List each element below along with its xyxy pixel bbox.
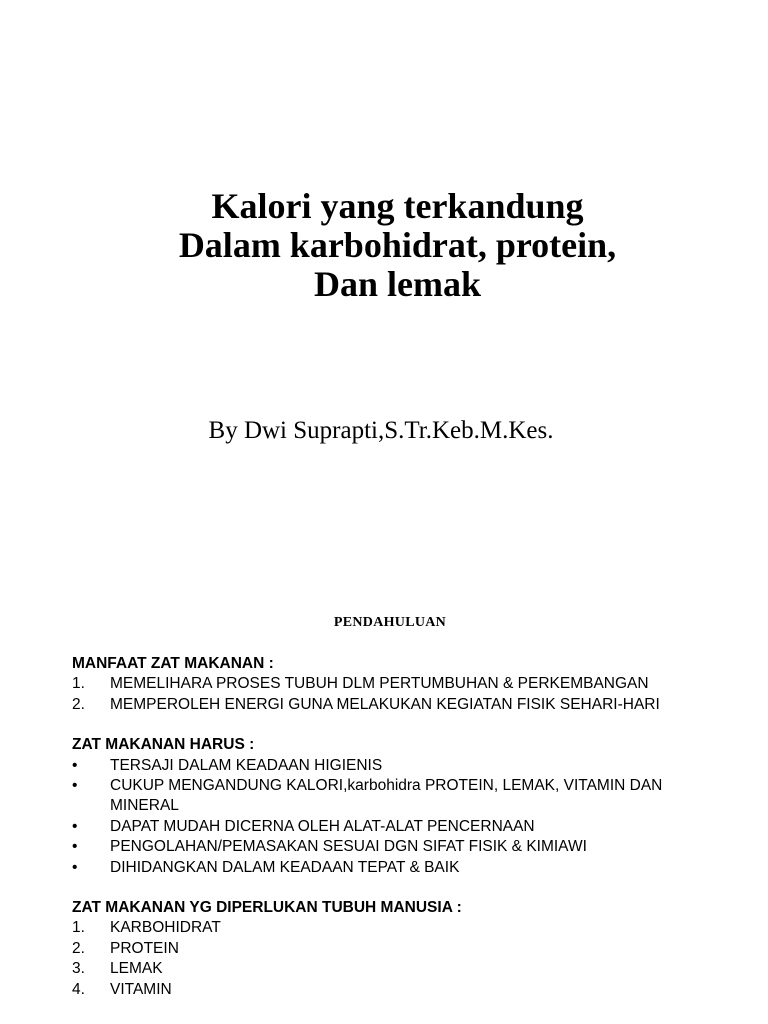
- group-manfaat: [72, 654, 712, 715]
- list-marker: 2.: [72, 939, 85, 957]
- list-item: [72, 959, 712, 979]
- document-body: [72, 654, 712, 1000]
- list-item: [72, 939, 712, 959]
- bullet-marker: •: [72, 777, 78, 795]
- list-item: [72, 837, 712, 857]
- bullet-marker: •: [72, 838, 78, 856]
- list-item: [72, 776, 712, 817]
- title-line-2: Dalam karbohidrat, protein,: [178, 225, 617, 265]
- list-item: [72, 674, 712, 694]
- group-heading: ZAT MAKANAN HARUS :: [72, 736, 255, 754]
- list-marker: 3.: [72, 960, 85, 978]
- numbered-list: [72, 918, 712, 1000]
- list-item-text: DIHIDANGKAN DALAM KEADAAN TEPAT & BAIK: [110, 858, 460, 876]
- numbered-list: [72, 674, 712, 715]
- bullet-marker: •: [72, 756, 78, 774]
- section-heading: PENDAHULUAN: [333, 615, 447, 630]
- list-item: [72, 817, 712, 837]
- list-marker: 1.: [72, 919, 85, 937]
- list-marker: 2.: [72, 695, 85, 713]
- list-item-text: DAPAT MUDAH DICERNA OLEH ALAT-ALAT PENCERNAAN: [110, 817, 535, 835]
- bullet-marker: •: [72, 858, 78, 876]
- group-zat-makanan-harus: [72, 735, 712, 878]
- list-item-text: TERSAJI DALAM KEADAAN HIGIENIS: [110, 756, 383, 774]
- list-marker: 1.: [72, 675, 85, 693]
- group-zat-makanan-diperlukan: [72, 898, 712, 1000]
- list-item: [72, 756, 712, 776]
- author-line: By Dwi Suprapti,S.Tr.Keb.M.Kes.: [208, 417, 554, 444]
- list-item-text: MEMPEROLEH ENERGI GUNA MELAKUKAN KEGIATAN FISIK SEHARI-HARI: [110, 695, 660, 713]
- title-line-3: Dan lemak: [313, 264, 481, 304]
- list-item-text: MEMELIHARA PROSES TUBUH DLM PERTUMBUHAN & PERKEMBANGAN: [110, 675, 649, 693]
- list-item: [72, 858, 712, 878]
- group-heading: MANFAAT ZAT MAKANAN :: [72, 655, 274, 672]
- document-title: [0, 187, 768, 304]
- list-item: [72, 980, 712, 1000]
- list-item-text: LEMAK: [110, 960, 163, 978]
- list-item-text: VITAMIN: [110, 980, 172, 998]
- list-item-text: CUKUP MENGANDUNG KALORI,karbohidra PROTEIN, LEMAK, VITAMIN DAN MINERAL: [110, 777, 663, 815]
- spacer: [72, 715, 712, 735]
- title-line-1: Kalori yang terkandung: [211, 186, 584, 226]
- group-heading: ZAT MAKANAN YG DIPERLUKAN TUBUH MANUSIA :: [72, 899, 462, 917]
- list-marker: 4.: [72, 980, 85, 998]
- list-item-text: KARBOHIDRAT: [110, 919, 221, 937]
- spacer: [72, 878, 712, 898]
- list-item-text: PROTEIN: [110, 939, 179, 957]
- bullet-list: [72, 756, 712, 878]
- bullet-marker: •: [72, 817, 78, 835]
- list-item-text: PENGOLAHAN/PEMASAKAN SESUAI DGN SIFAT FISIK & KIMIAWI: [110, 838, 587, 856]
- list-item: [72, 918, 712, 938]
- list-item: [72, 695, 712, 715]
